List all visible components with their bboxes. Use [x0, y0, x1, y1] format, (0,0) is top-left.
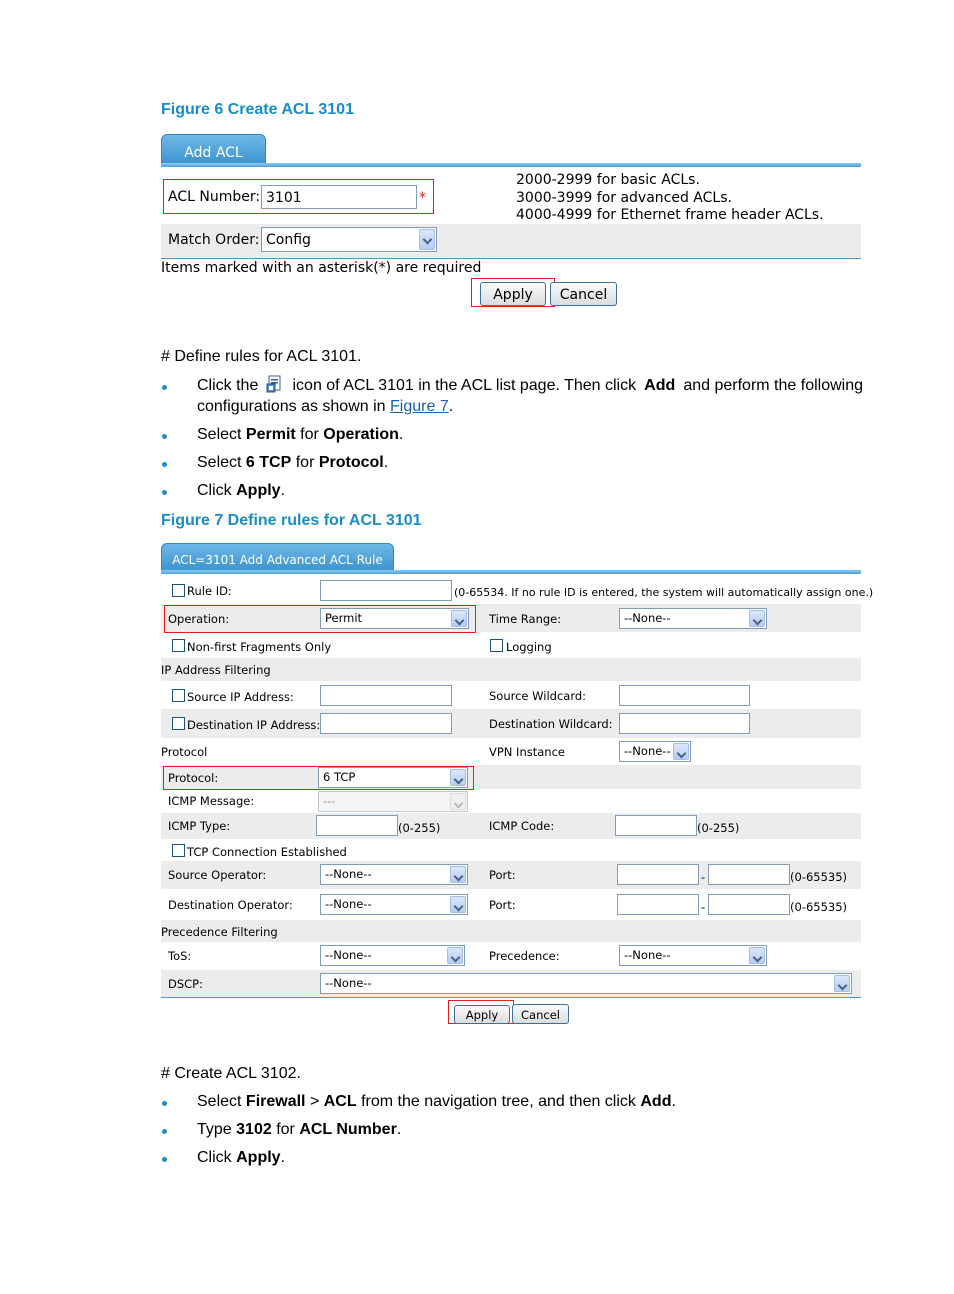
- source-ip-checkbox[interactable]: [172, 689, 185, 702]
- step-text: Select: [197, 426, 242, 443]
- rule-id-label: Rule ID:: [187, 584, 232, 598]
- match-order-value: Config: [266, 232, 311, 248]
- operation-select[interactable]: [320, 608, 469, 629]
- step-6: [197, 1121, 401, 1139]
- ip-filtering-heading: IP Address Filtering: [161, 663, 271, 677]
- source-port-dash: -: [701, 870, 706, 884]
- chevron-down-icon: [450, 769, 466, 786]
- match-order-label: Match Order:: [168, 232, 260, 248]
- vpn-instance-select[interactable]: [619, 741, 691, 762]
- step-keyword: 3102: [236, 1121, 272, 1138]
- destination-port-range: (0-65535): [790, 900, 848, 914]
- step-text: .: [448, 398, 454, 415]
- figure-7-link[interactable]: Figure 7: [390, 398, 449, 415]
- step-text: .: [396, 1121, 402, 1138]
- destination-operator-select[interactable]: [320, 894, 468, 915]
- tcp-established-checkbox[interactable]: [172, 844, 185, 857]
- tab-underline: [161, 570, 861, 574]
- step-text: .: [280, 482, 286, 499]
- source-ip-label: Source IP Address:: [187, 690, 294, 704]
- step-5: [197, 1093, 676, 1111]
- step-2: [197, 426, 403, 444]
- cancel-button[interactable]: Cancel: [550, 282, 617, 306]
- step-text: and perform the following: [683, 377, 863, 394]
- chevron-down-icon: [749, 610, 765, 627]
- step-keyword: Protocol: [318, 454, 384, 471]
- config-icon: [266, 375, 284, 393]
- required-asterisk: *: [419, 190, 426, 206]
- step-text: Click the: [197, 377, 259, 394]
- icmp-message-label: ICMP Message:: [168, 794, 255, 808]
- step-text: for: [295, 454, 315, 471]
- step-text: .: [280, 1149, 286, 1166]
- step-text: icon of ACL 3101 in the ACL list page. Then click: [292, 377, 637, 394]
- dscp-label: DSCP:: [168, 977, 203, 991]
- step-text: for: [300, 426, 319, 443]
- source-wildcard-label: Source Wildcard:: [489, 689, 587, 703]
- non-first-fragments-label: Non-first Fragments Only: [187, 640, 332, 654]
- icmp-type-label: ICMP Type:: [168, 819, 231, 833]
- logging-label: Logging: [506, 640, 552, 654]
- apply-button[interactable]: Apply: [480, 282, 546, 306]
- time-range-label: Time Range:: [489, 612, 562, 626]
- dscp-select[interactable]: [320, 973, 852, 994]
- non-first-fragments-checkbox[interactable]: [172, 639, 185, 652]
- match-order-select[interactable]: [261, 227, 437, 252]
- chevron-down-icon: [834, 975, 850, 992]
- step-7: [197, 1149, 285, 1167]
- help-line-ethernet: 4000-4999 for Ethernet frame header ACLs.: [516, 207, 824, 223]
- destination-port-start-input[interactable]: [617, 894, 699, 915]
- step-keyword: Add: [644, 377, 676, 394]
- step-keyword: Apply: [236, 1149, 281, 1166]
- source-port-range: (0-65535): [790, 870, 848, 884]
- precedence-label: Precedence:: [489, 949, 560, 963]
- operation-value: Permit: [325, 611, 363, 625]
- step-1-line-2: [197, 398, 453, 416]
- step-keyword: Apply: [236, 482, 281, 499]
- logging-checkbox[interactable]: [490, 639, 503, 652]
- bullet: [162, 1157, 167, 1162]
- step-text: .: [671, 1093, 676, 1110]
- chevron-down-icon: [451, 610, 467, 627]
- rule-form-bottom-line: [161, 997, 861, 998]
- time-range-select[interactable]: [619, 608, 767, 629]
- create-acl-heading: # Create ACL 3102.: [161, 1065, 301, 1082]
- protocol-value: 6 TCP: [323, 770, 356, 784]
- step-text: .: [383, 454, 389, 471]
- step-text: Click: [197, 1149, 232, 1166]
- step-keyword: Operation: [323, 426, 399, 443]
- icmp-message-select[interactable]: [318, 791, 468, 812]
- acl-number-help: [516, 172, 824, 225]
- step-keyword: Permit: [245, 426, 296, 443]
- precedence-filtering-heading: Precedence Filtering: [161, 925, 278, 939]
- tab-add-advanced-acl-rule[interactable]: ACL=3101 Add Advanced ACL Rule: [161, 543, 394, 572]
- step-keyword: ACL: [323, 1093, 357, 1110]
- step-keyword: Firewall: [245, 1093, 306, 1110]
- source-operator-label: Source Operator:: [168, 868, 267, 882]
- acl-number-label: ACL Number:: [168, 189, 261, 205]
- step-text: configurations as shown in: [197, 398, 386, 415]
- chevron-down-icon: [450, 793, 466, 810]
- dscp-value: --None--: [325, 976, 372, 990]
- step-keyword: ACL Number: [299, 1121, 397, 1138]
- step-text: from the navigation tree, and then click: [361, 1093, 636, 1110]
- destination-port-label: Port:: [489, 898, 516, 912]
- rule-apply-button[interactable]: Apply: [454, 1005, 510, 1024]
- step-text: Click: [197, 482, 232, 499]
- bullet: [162, 490, 167, 495]
- step-text: Select: [197, 454, 242, 471]
- destination-port-dash: -: [701, 900, 706, 914]
- precedence-value: --None--: [624, 948, 671, 962]
- vpn-instance-label: VPN Instance: [489, 745, 565, 759]
- icmp-type-range: (0-255): [398, 821, 441, 835]
- rule-id-checkbox[interactable]: [172, 584, 185, 597]
- tos-select[interactable]: [320, 945, 465, 966]
- source-wildcard-input[interactable]: [619, 685, 750, 706]
- step-3: [197, 454, 388, 472]
- rule-cancel-button[interactable]: Cancel: [512, 1004, 569, 1024]
- figure-6-caption: Figure 6 Create ACL 3101: [161, 101, 354, 118]
- step-text: Select: [197, 1093, 242, 1110]
- precedence-select[interactable]: [619, 945, 767, 966]
- destination-operator-label: Destination Operator:: [168, 898, 293, 912]
- rule-id-input[interactable]: [320, 580, 452, 601]
- destination-port-end-input[interactable]: [708, 894, 790, 915]
- chevron-down-icon: [419, 229, 435, 250]
- step-keyword: 6 TCP: [245, 454, 292, 471]
- source-operator-value: --None--: [325, 867, 372, 881]
- chevron-down-icon: [749, 947, 765, 964]
- chevron-down-icon: [450, 866, 466, 883]
- step-text: Type: [197, 1121, 232, 1138]
- help-line-basic: 2000-2999 for basic ACLs.: [516, 172, 700, 188]
- destination-ip-label: Destination IP Address:: [187, 718, 321, 732]
- step-text: .: [398, 426, 404, 443]
- acl-number-input[interactable]: 3101: [261, 185, 417, 209]
- source-ip-input[interactable]: [320, 685, 452, 706]
- chevron-down-icon: [673, 743, 689, 760]
- step-keyword: Add: [640, 1093, 672, 1110]
- destination-wildcard-input[interactable]: [619, 713, 750, 734]
- figure-7-caption: Figure 7 Define rules for ACL 3101: [161, 512, 422, 529]
- step-text: >: [309, 1093, 320, 1110]
- bullet: [162, 462, 167, 467]
- required-note: Items marked with an asterisk(*) are required: [161, 260, 482, 276]
- destination-operator-value: --None--: [325, 897, 372, 911]
- icmp-type-input[interactable]: [316, 815, 398, 836]
- bullet: [162, 434, 167, 439]
- source-port-end-input[interactable]: [708, 864, 790, 885]
- icmp-code-input[interactable]: [615, 815, 697, 836]
- time-range-value: --None--: [624, 611, 671, 625]
- rule-id-hint: (0-65534. If no rule ID is entered, the system will automatically assign one.): [454, 586, 874, 599]
- destination-ip-checkbox[interactable]: [172, 717, 185, 730]
- define-rules-heading: # Define rules for ACL 3101.: [161, 348, 362, 365]
- tcp-established-label: TCP Connection Established: [187, 845, 347, 859]
- protocol-select[interactable]: [318, 767, 468, 788]
- source-port-label: Port:: [489, 868, 516, 882]
- step-4: [197, 482, 285, 500]
- operation-label: Operation:: [168, 612, 230, 626]
- destination-wildcard-label: Destination Wildcard:: [489, 717, 613, 731]
- step-text: for: [276, 1121, 295, 1138]
- tos-label: ToS:: [168, 949, 192, 963]
- protocol-label: Protocol:: [168, 771, 219, 785]
- tos-value: --None--: [325, 948, 372, 962]
- step-1-line-1: [197, 377, 863, 395]
- tab-add-acl[interactable]: Add ACL: [161, 134, 266, 165]
- source-operator-select[interactable]: [320, 864, 468, 885]
- vpn-instance-value: --None--: [624, 744, 671, 758]
- form-bottom-line: [161, 258, 861, 259]
- protocol-heading: Protocol: [161, 745, 208, 759]
- icmp-message-value: ---: [323, 794, 336, 808]
- source-port-start-input[interactable]: [617, 864, 699, 885]
- tab-underline: [161, 163, 861, 167]
- chevron-down-icon: [447, 947, 463, 964]
- destination-ip-input[interactable]: [320, 713, 452, 734]
- icmp-code-range: (0-255): [697, 821, 740, 835]
- help-line-advanced: 3000-3999 for advanced ACLs.: [516, 189, 732, 206]
- chevron-down-icon: [450, 896, 466, 913]
- bullet: [162, 1101, 167, 1106]
- icmp-code-label: ICMP Code:: [489, 819, 555, 833]
- bullet: [162, 385, 167, 390]
- bullet: [162, 1129, 167, 1134]
